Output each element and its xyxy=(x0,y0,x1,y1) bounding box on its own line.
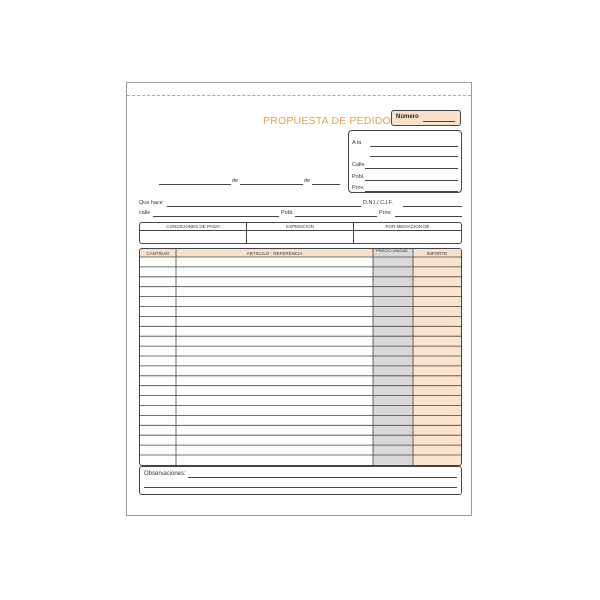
date-de-1: de xyxy=(232,178,239,184)
date-month-field[interactable] xyxy=(240,184,303,185)
prov-label-main: Prov. xyxy=(379,210,392,216)
que-hace-label: Que hace xyxy=(139,200,163,206)
items-table xyxy=(139,248,462,466)
articulo-header: ARTICULO - REFERENCIA xyxy=(246,251,303,256)
a-la-label: A la xyxy=(352,140,362,146)
dni-cif-label: D.N.I./ C.I.F. xyxy=(363,200,393,206)
recipient-row-calle xyxy=(352,159,458,169)
recipient-calle-field[interactable] xyxy=(365,168,458,169)
por-mediacion-header: POR MEDIACION DE xyxy=(385,224,430,229)
que-hace-field[interactable] xyxy=(167,206,361,207)
a-la-field-2[interactable] xyxy=(370,156,458,157)
prov-field[interactable] xyxy=(395,216,462,217)
pobl-label: Pobl. xyxy=(352,174,365,180)
pobl-label-main: Pobl. xyxy=(281,210,294,216)
perforation-line xyxy=(127,95,471,96)
cantidad-header: CANTIDAD xyxy=(146,251,170,256)
date-de-2: de xyxy=(304,178,311,184)
expedicion-header: EXPEDICION xyxy=(286,224,314,229)
recipient-pobl-field[interactable] xyxy=(365,180,458,181)
numero-box xyxy=(391,110,461,126)
observaciones-box xyxy=(139,466,462,495)
calle-label-main: calle xyxy=(139,210,151,216)
precio-column-fill xyxy=(373,257,413,465)
numero-field[interactable] xyxy=(423,121,455,122)
recipient-row-blank xyxy=(352,147,458,157)
condiciones-pago-header: CONDICIONES DE PAGO xyxy=(166,224,220,229)
dni-cif-field[interactable] xyxy=(403,206,462,207)
importe-header: IMPORTE xyxy=(426,251,448,256)
recipient-row-prov xyxy=(352,182,458,192)
condiciones-pago-column[interactable] xyxy=(140,223,246,243)
recipient-row-pobl xyxy=(352,171,458,181)
observaciones-line-1[interactable] xyxy=(188,477,457,478)
date-day-field[interactable] xyxy=(159,184,231,185)
condiciones-divider xyxy=(140,230,246,231)
pobl-field[interactable] xyxy=(295,216,377,217)
form-title: PROPUESTA DE PEDIDO xyxy=(263,115,391,127)
expedicion-column[interactable] xyxy=(247,223,353,243)
importe-column-fill xyxy=(413,257,461,465)
recipient-address-box xyxy=(348,130,462,193)
conditions-strip xyxy=(139,222,462,244)
observaciones-label: Observaciones: xyxy=(144,471,186,477)
numero-label: Número xyxy=(396,114,419,120)
order-form-sheet xyxy=(126,82,472,516)
precio-unidad-header: PRECIO UNIDAD xyxy=(376,248,408,253)
recipient-row-a-la xyxy=(352,137,458,147)
calle-label: Calle xyxy=(352,162,365,168)
prov-label: Prov. xyxy=(352,185,365,191)
items-grid xyxy=(140,249,461,465)
date-year-field[interactable] xyxy=(312,184,340,185)
por-mediacion-divider xyxy=(354,230,461,231)
calle-field[interactable] xyxy=(153,216,279,217)
expedicion-divider xyxy=(247,230,353,231)
recipient-prov-field[interactable] xyxy=(365,191,458,192)
por-mediacion-column[interactable] xyxy=(354,223,461,243)
observaciones-line-2[interactable] xyxy=(144,487,457,488)
